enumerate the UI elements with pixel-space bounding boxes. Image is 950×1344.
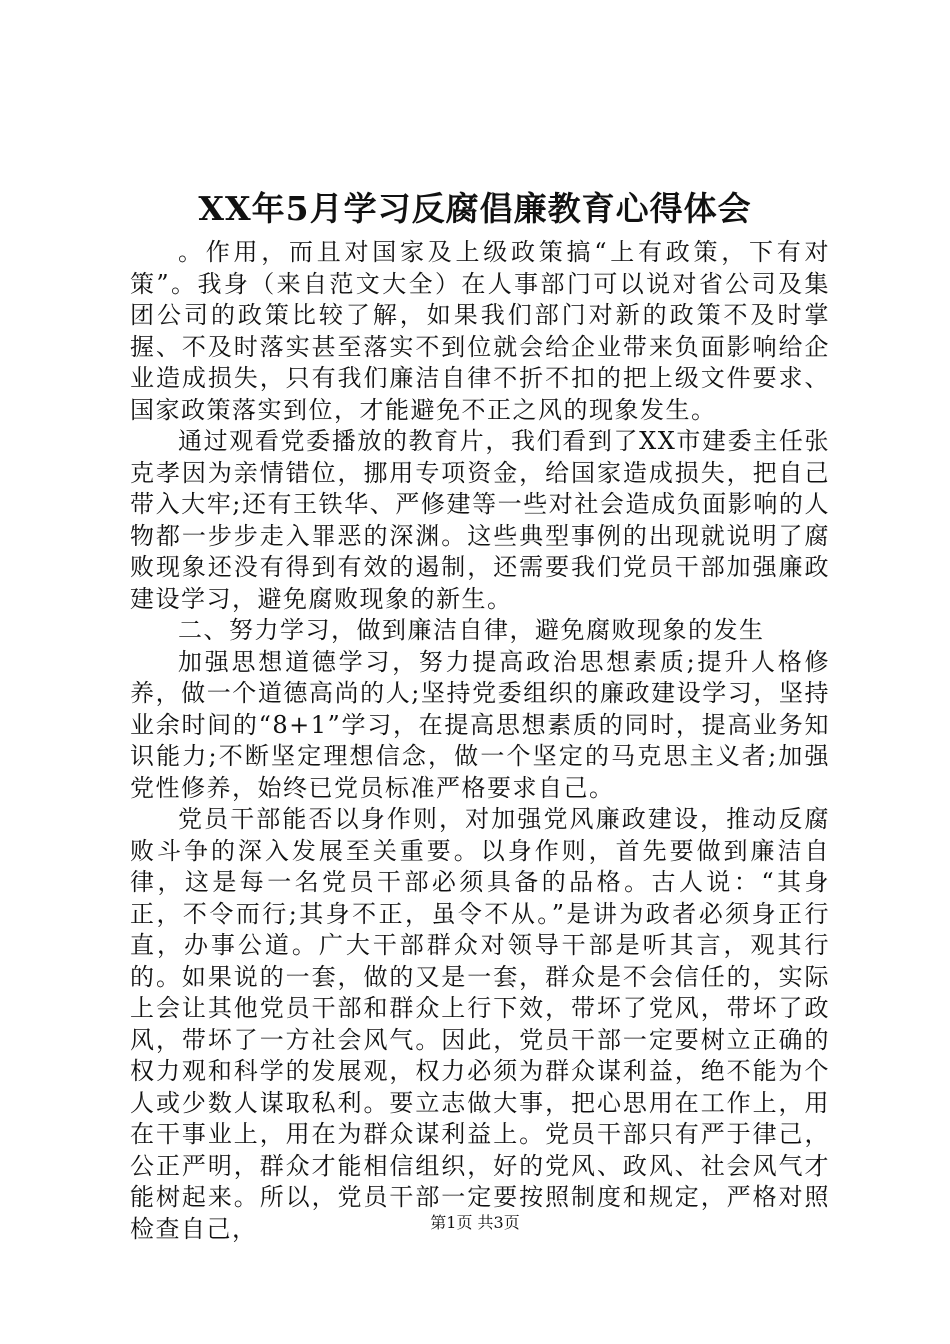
paragraph-4: 党员干部能否以身作则，对加强党风廉政建设，推动反腐败斗争的深入发展至关重要。以身作则，首先要做到廉洁自律，这是每一名党员干部必须具备的品格。古人说：“其身正，不令而行;其身不正，虽令不从。”是讲为政者必须身正行直，办事公道。广大干部群众对领导干部是听其言，观其行的。如果说的一套，做的又是一套，群众是不会信任的，实际上会让其他党员干部和群众上行下效，带坏了党风，带坏了政风，带坏了一方社会风气。因此，党员干部一定要树立正确的权力观和科学的发展观，权力必须为群众谋利益，绝不能为个人或少数人谋取私利。要立志做大事，把心思用在工作上，用在干事业上，用在为群众谋利益上。党员干部只有严于律己，公正严明，群众才能相信组织，好的党风、政风、社会风气才能树起来。所以，党员干部一定要按照制度和规定，严格对照检查自己， bbox=[130, 805, 830, 1243]
paragraph-3: 加强思想道德学习，努力提高政治思想素质;提升人格修养，做一个道德高尚的人;坚持党委组织的廉政建设学习，坚持业余时间的“8+1”学习，在提高思想素质的同时，提高业务知识能力;不断坚定理想信念，做一个坚定的马克思主义者;加强党性修养，始终已党员标准严格要求自己。 bbox=[130, 647, 830, 802]
document-title: XX年5月学习反腐倡廉教育心得体会 bbox=[198, 189, 752, 228]
paragraph-2: 通过观看党委播放的教育片，我们看到了XX市建委主任张克孝因为亲情错位，挪用专项资金，给国家造成损失，把自己带入大牢;还有王铁华、严修建等一些对社会造成负面影响的人物都一步步走入罪恶的深渊。这些典型事例的出现就说明了腐败现象还没有得到有效的遏制，还需要我们党员干部加强廉政建设学习，避免腐败现象的新生。 bbox=[130, 427, 830, 613]
page-number-footer: 第1页 共3页 bbox=[430, 1213, 520, 1232]
section-heading: 二、努力学习，做到廉洁自律，避免腐败现象的发生 bbox=[178, 616, 765, 644]
document-body bbox=[130, 237, 830, 1245]
paragraph-1: 。作用，而且对国家及上级政策搞“上有政策，下有对策”。我身（来自范文大全）在人事部门可以说对省公司及集团公司的政策比较了解，如果我们部门对新的政策不及时掌握、不及时落实甚至落实不到位就会给企业带来负面影响给企业造成损失，只有我们廉洁自律不折不扣的把上级文件要求、国家政策落实到位，才能避免不正之风的现象发生。 bbox=[130, 238, 830, 424]
